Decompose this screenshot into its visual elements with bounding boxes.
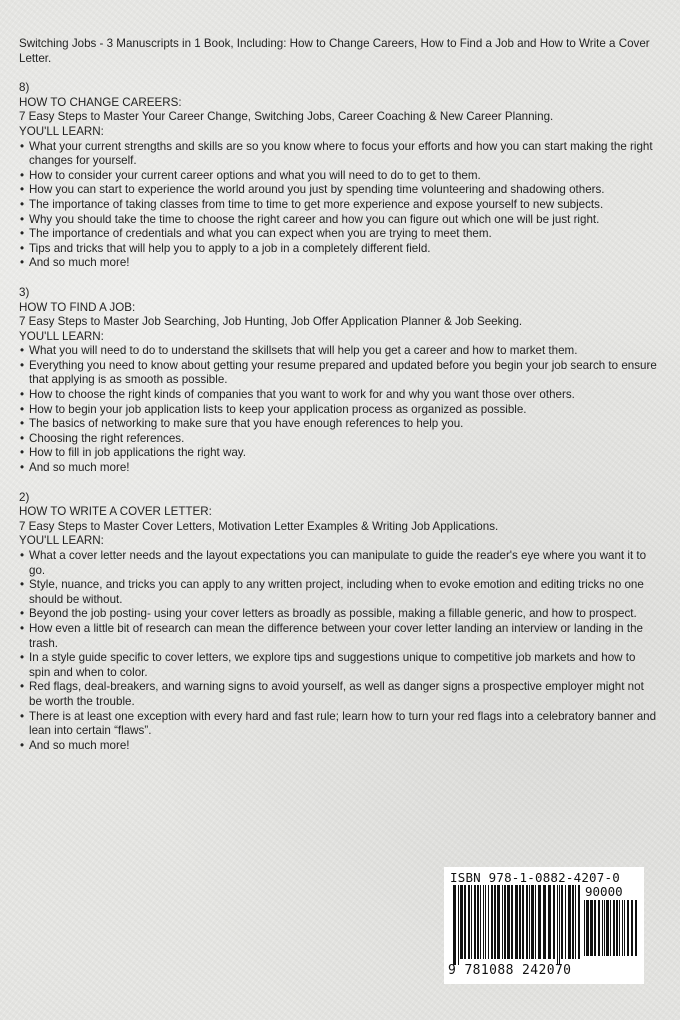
barcode-bar <box>553 885 555 959</box>
barcode-bar <box>502 885 503 959</box>
barcode-bar <box>548 885 551 959</box>
bullet-item: • The importance of taking classes from time to time to get more experience and expose yourself to new subjects. <box>19 198 659 213</box>
barcode-bar <box>488 885 489 959</box>
barcode-bar <box>619 900 620 956</box>
bullet-list <box>19 549 659 753</box>
barcode-bar <box>635 900 637 956</box>
barcode-bar <box>575 885 576 959</box>
section-find-job <box>19 286 659 476</box>
barcode-bar <box>557 885 558 965</box>
bullet-item: • Tips and tricks that will help you to apply to a job in a completely different field. <box>19 242 659 257</box>
bullet-item: • How to choose the right kinds of companies that you want to work for and why you want those over others. <box>19 388 659 403</box>
bullet-item: • How you can start to experience the world around you just by spending time volunteering and shadowing others. <box>19 183 659 198</box>
barcode-bar <box>538 885 541 959</box>
bullet-item: • Red flags, deal-breakers, and warning signs to avoid yourself, as well as danger signs a prospective employer might not be worth the trouble. <box>19 680 659 709</box>
barcode-bar <box>535 885 536 959</box>
barcode-bar <box>559 885 560 965</box>
section-change-careers <box>19 81 659 271</box>
bullet-item: • The basics of networking to make sure that you have enough references to help you. <box>19 417 659 432</box>
barcode-bar <box>497 885 500 959</box>
section-number: 8) <box>19 81 30 95</box>
bullet-item: • What your current strengths and skills are so you know where to focus your efforts and how you can start making the right changes for yourself. <box>19 140 659 169</box>
barcode-bar <box>606 900 609 956</box>
bullet-item: • Everything you need to know about getting your resume prepared and updated before you begin your job search to ensure that applying is as smooth as possible. <box>19 359 659 388</box>
section-subtitle: 7 Easy Steps to Master Cover Letters, Motivation Letter Examples & Writing Job Applications. <box>19 519 499 533</box>
bullet-item: • And so much more! <box>19 739 659 754</box>
bullet-item: • Choosing the right references. <box>19 432 659 447</box>
barcode-bar <box>522 885 524 959</box>
barcode-bar <box>511 885 513 959</box>
learn-heading: YOU'LL LEARN: <box>19 329 104 343</box>
bullet-item: • In a style guide specific to cover letters, we explore tips and suggestions unique to competitive job markets and how to spin and when to color. <box>19 651 659 680</box>
barcode-bar <box>602 900 603 956</box>
bullet-list <box>19 344 659 475</box>
barcode-bar <box>477 885 479 959</box>
barcode-bar <box>491 885 493 959</box>
barcode-bar <box>529 885 530 959</box>
barcode-bar <box>572 885 574 959</box>
barcode-bar <box>604 900 605 956</box>
bullet-item: • And so much more! <box>19 256 659 271</box>
addon-barcode-bars <box>584 900 638 965</box>
bullet-item: • What a cover letter needs and the layout expectations you can manipulate to guide the reader's eye where you want it to go. <box>19 549 659 578</box>
learn-heading: YOU'LL LEARN: <box>19 124 104 138</box>
bullet-item: • Beyond the job posting- using your cover letters as broadly as possible, making a fillable generic, and how to prospect. <box>19 607 659 622</box>
bullet-item: • How to consider your current career options and what you will need to do to get to them. <box>19 169 659 184</box>
bullet-item: • The importance of credentials and what you can expect when you are trying to meet them. <box>19 227 659 242</box>
intro-text: Switching Jobs - 3 Manuscripts in 1 Book, Including: How to Change Careers, How to Find a Job and How to Write a Cover Letter. <box>19 37 650 65</box>
section-subtitle: 7 Easy Steps to Master Your Career Change, Switching Jobs, Career Coaching & New Career Planning. <box>19 110 554 124</box>
ean-digits: 9 781088 242070 <box>448 963 572 978</box>
barcode-bar <box>515 885 518 959</box>
barcode-bar <box>627 900 629 956</box>
barcode-bar <box>494 885 496 959</box>
barcode-bar <box>568 885 571 959</box>
isbn-barcode <box>444 867 644 984</box>
barcode-bar <box>519 885 521 959</box>
barcode-bar <box>543 885 546 959</box>
barcode-bar <box>460 885 463 959</box>
barcode-bar <box>610 900 611 956</box>
bullet-item: • Style, nuance, and tricks you can apply to any written project, including when to evoke emotion and editing tricks no one should be without. <box>19 578 659 607</box>
bullet-item: • What you will need to do to understand the skillsets that will help you get a career and how to market them. <box>19 344 659 359</box>
section-title: HOW TO WRITE A COVER LETTER: <box>19 505 212 519</box>
barcode-bar <box>613 900 615 956</box>
barcode-bar <box>578 885 580 959</box>
bullet-item: • How even a little bit of research can mean the difference between your cover letter landing an interview or landing in the trash. <box>19 622 659 651</box>
barcode-bar <box>471 885 472 959</box>
section-title: HOW TO FIND A JOB: <box>19 300 136 314</box>
barcode-bar <box>616 900 618 956</box>
bullet-item: • There is at least one exception with every hard and fast rule; learn how to turn your red flags into a celebratory banner and lean into certain “flaws”. <box>19 710 659 739</box>
barcode-bar <box>526 885 528 959</box>
barcode-bar <box>631 900 633 956</box>
ean-barcode-bars <box>453 885 581 965</box>
barcode-bar <box>474 885 476 959</box>
bullet-item: • And so much more! <box>19 461 659 476</box>
barcode-bar <box>531 885 534 959</box>
section-title: HOW TO CHANGE CAREERS: <box>19 95 182 109</box>
bullet-item: • How to fill in job applications the right way. <box>19 446 659 461</box>
section-number: 3) <box>19 285 30 299</box>
barcode-bar <box>590 900 593 956</box>
barcode-bar <box>565 885 566 959</box>
barcode-bar <box>458 885 459 965</box>
barcode-bar <box>453 885 456 965</box>
barcode-bar <box>624 900 625 956</box>
bullet-item: • Why you should take the time to choose the right career and how you can figure out which one will be just right. <box>19 213 659 228</box>
back-cover-text <box>19 37 659 768</box>
section-cover-letter <box>19 491 659 754</box>
price-code: 90000 <box>585 884 623 899</box>
barcode-bar <box>561 885 563 959</box>
isbn-label: ISBN 978-1-0882-4207-0 <box>450 870 620 885</box>
bullet-item: • How to begin your job application lists to keep your application process as organized as possible. <box>19 403 659 418</box>
section-number: 2) <box>19 490 30 504</box>
barcode-bar <box>504 885 506 959</box>
barcode-bar <box>622 900 623 956</box>
section-subtitle: 7 Easy Steps to Master Job Searching, Job Hunting, Job Offer Application Planner & Job Seeking. <box>19 315 523 329</box>
barcode-bar <box>584 900 585 956</box>
barcode-bar <box>586 900 589 956</box>
barcode-bar <box>594 900 596 956</box>
barcode-bar <box>485 885 486 959</box>
barcode-bar <box>468 885 470 959</box>
barcode-bar <box>464 885 466 959</box>
learn-heading: YOU'LL LEARN: <box>19 534 104 548</box>
barcode-bar <box>598 900 600 956</box>
bullet-list <box>19 140 659 271</box>
barcode-bar <box>507 885 510 959</box>
barcode-bar <box>483 885 484 959</box>
barcode-bar <box>480 885 481 959</box>
